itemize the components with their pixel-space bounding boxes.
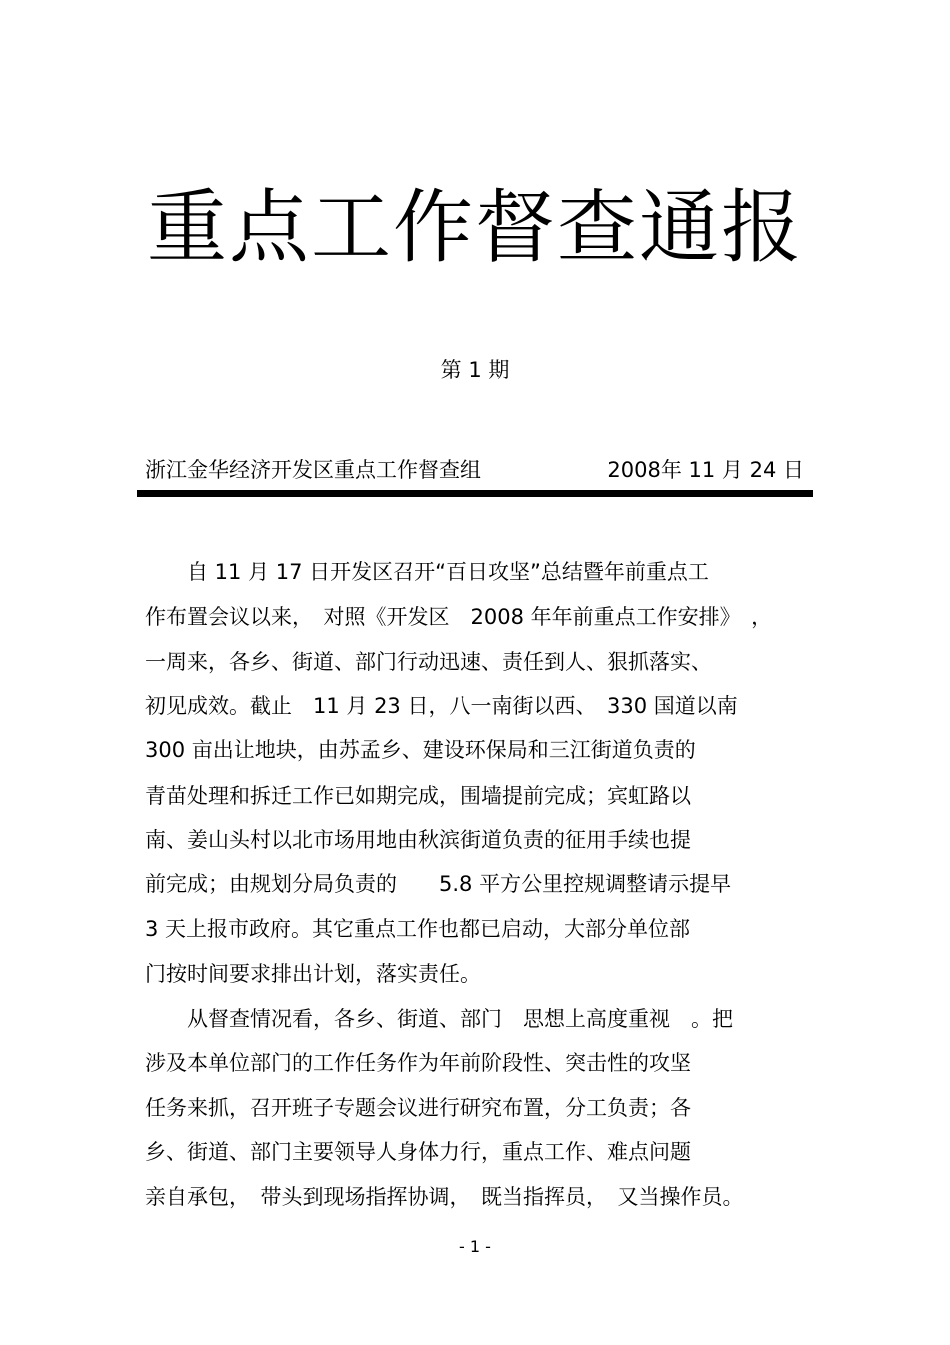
header-divider	[137, 490, 813, 497]
body-line: 自 11 月 17 日开发区召开“百日攻坚”总结暨年前重点工	[145, 560, 709, 584]
document-title: 重点工作督查通报	[147, 181, 803, 274]
body-line: 300 亩出让地块，由苏孟乡、建设环保局和三江街道负责的	[145, 738, 696, 762]
body-line: 门按时间要求排出计划，落实责任。	[145, 962, 481, 986]
body-line: 从督查情况看，各乡、街道、部门 思想上高度重视 。把	[145, 1007, 733, 1031]
issue-date: 2008年 11 月 24 日	[607, 458, 804, 482]
body-line: 亲自承包， 带头到现场指挥协调， 既当指挥员， 又当操作员。	[145, 1185, 744, 1209]
body-line: 作布置会议以来， 对照《开发区 2008 年年前重点工作安排》 ，	[145, 605, 773, 629]
body-line: 任务来抓，召开班子专题会议进行研究布置，分工负责；各	[145, 1096, 691, 1120]
body-line: 前完成；由规划分局负责的 5.8 平方公里控规调整请示提早	[145, 872, 732, 896]
body-line: 3 天上报市政府。其它重点工作也都已启动，大部分单位部	[145, 917, 691, 941]
body-line: 南、姜山头村以北市场用地由秋滨街道负责的征用手续也提	[145, 828, 691, 852]
page-number: - 1 -	[459, 1237, 491, 1256]
body-line: 一周来，各乡、街道、部门行动迅速、责任到人、狠抓落实、	[145, 650, 712, 674]
body-line: 初见成效。截止 11 月 23 日，八一南街以西、 330 国道以南	[145, 694, 738, 718]
body-line: 乡、街道、部门主要领导人身体力行，重点工作、难点问题	[145, 1140, 691, 1164]
body-line: 涉及本单位部门的工作任务作为年前阶段性、突击性的攻坚	[145, 1051, 691, 1075]
issuing-organization: 浙江金华经济开发区重点工作督查组	[145, 458, 481, 482]
body-line: 青苗处理和拆迁工作已如期完成，围墙提前完成；宾虹路以	[145, 784, 691, 808]
issue-number: 第 1 期	[440, 358, 510, 382]
